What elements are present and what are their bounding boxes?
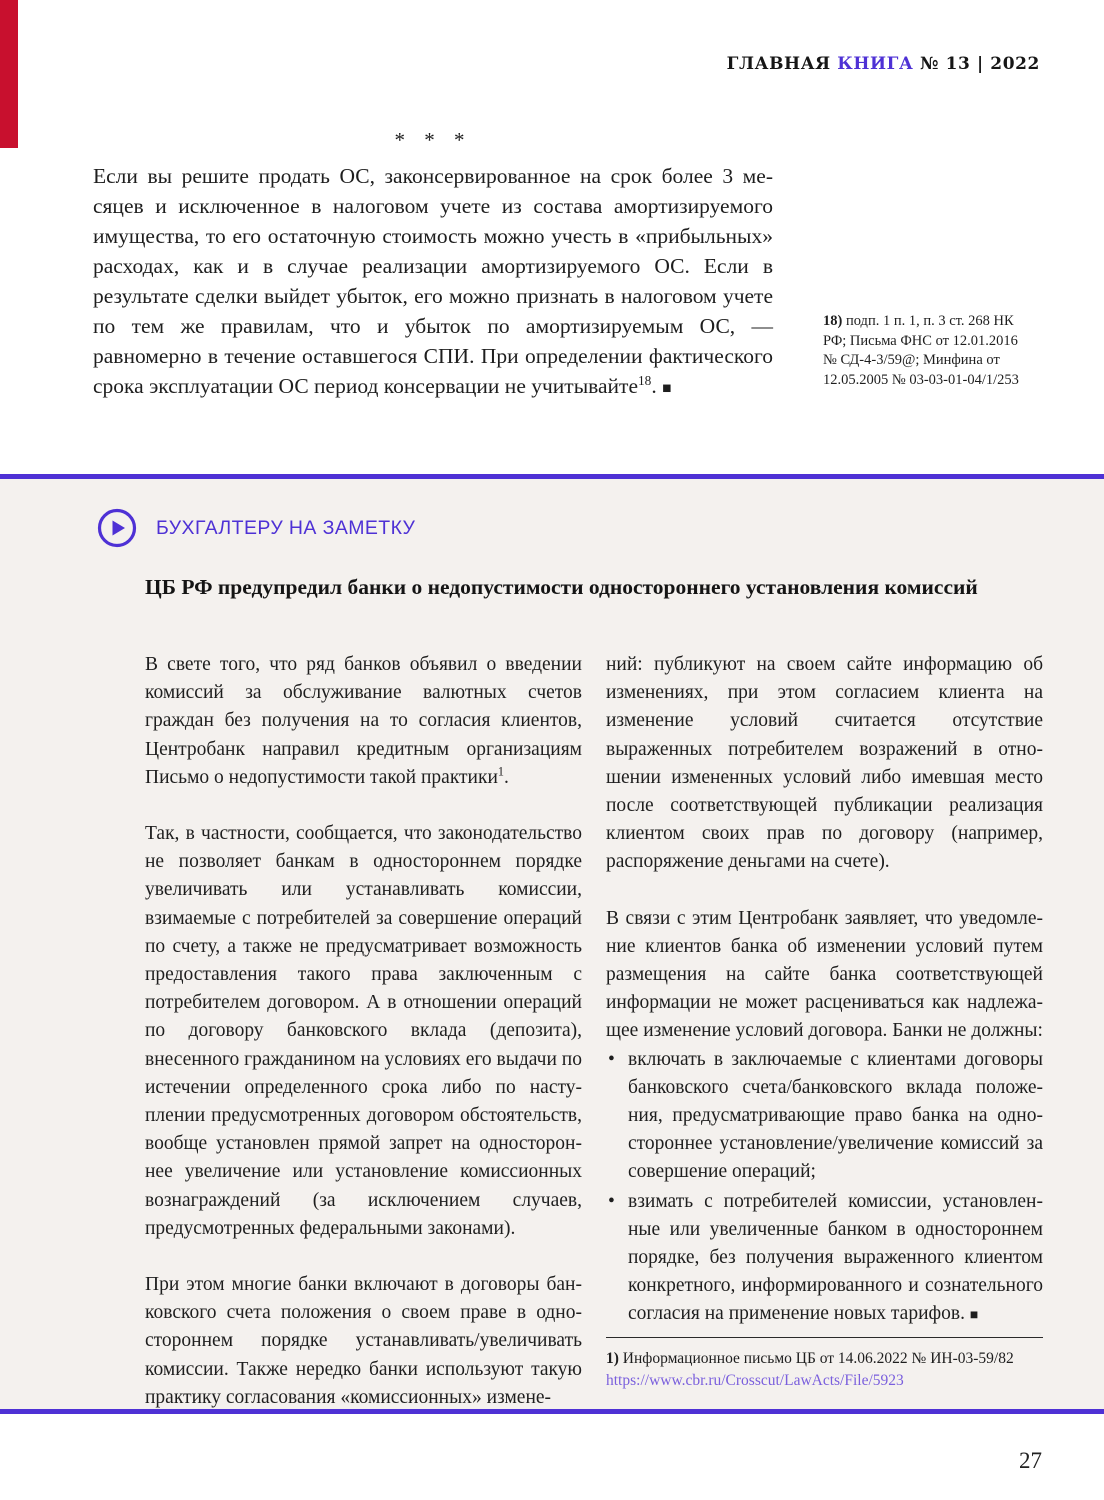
footnote-marker-18: 18: [638, 372, 652, 388]
footnote-marker-1: 1: [497, 764, 504, 779]
spine-red-bar: [0, 0, 18, 148]
section-separator-stars: * * *: [394, 128, 472, 152]
article-column-left: [145, 651, 582, 1412]
accountant-note-section: [0, 474, 1104, 1414]
sidebar-note-text: подп. 1 п. 1, п. 3 ст. 268 НК РФ; Письма ФНС от 12.01.2016 № СД-4-3/59@; Минфина от 12.05.2005 № 03-03-01-04/1/253: [823, 313, 1019, 388]
paragraph: В связи с этим Центробанк заявляет, что уведомление клиентов банка об изменении условий путем размещения на сайте банка соответствующей информации не может расцениваться как надлежащее изменение условий договора. Банки не должны:: [606, 907, 1043, 1042]
section-label: БУХГАЛТЕРУ НА ЗАМЕТКУ: [156, 516, 416, 539]
section-label-row: [96, 507, 415, 549]
masthead: [727, 54, 1040, 74]
footnote-ref: 1): [606, 1350, 619, 1367]
article-column-right: [606, 651, 1043, 1330]
paragraph: В свете того, что ряд банков объявил о введении комиссий за обслуживание валютных счетов граждан без получения на то согласия клиентов, Центробанк направил кредитным организациям Письмо о недопустимости такой практики$^1$.: [145, 654, 582, 788]
article-end-mark: ■: [662, 380, 672, 397]
issue-number: № 13 | 2022: [920, 54, 1040, 74]
brand-name-black: ГЛАВНАЯ: [726, 54, 831, 74]
paragraph: При этом многие банки включают в договоры банковского счета положения о своем праве в одностороннем порядке устанавливать/увеличивать комиссии. Также нередко банки используют такую практику согласования «комиссионных» измене-: [145, 1274, 582, 1408]
list-item: • взимать с потребителей комиссии, установленные или увеличенные банком в одностороннем порядке, без получения выраженного клиентом конкретного, информированного и сознательного согласия на применение новых тарифов. ■: [606, 1188, 1043, 1330]
top-article: [93, 128, 773, 404]
play-icon: [96, 507, 138, 549]
footnote-text: Информационное письмо ЦБ от 14.06.2022 № ИН-03-59/82: [618, 1350, 1014, 1367]
sidebar-note-ref: 18): [823, 313, 843, 329]
list-item: • включать в заключаемые с клиентами договоры банковского счета/банковского вклада положения, предусматривающие право банка на одностороннее установление/увеличение комиссий за совершение операций;: [606, 1046, 1043, 1188]
sidebar-reference-note: [823, 312, 1019, 390]
top-article-paragraph: Если вы решите продать ОС, законсервированное на срок более 3 месяцев и исключенное в налоговом учете из состава амортизируемого имущества, то его остаточную стоимость можно учесть в «прибыльных» расходах, как и в случае реализации амортизируемого ОС. Если в результате сделки выйдет убыток, его можно признать в налоговом учете по тем же правилам, что и убыток по амортизируемым ОС, — равномерно в течение оставшегося СПИ. При определении фактического срока эксплуатации ОС период консервации не учитывайте$^{18}$. ■: [93, 164, 773, 398]
page-number: 27: [1019, 1448, 1042, 1473]
article-footnote: [606, 1337, 1043, 1392]
article-title: ЦБ РФ предупредил банки о недопустимости одностороннего установления комиссий: [145, 575, 978, 599]
bullet-list: [606, 1046, 1043, 1330]
paragraph: Так, в частности, сообщается, что законодательство не позволяет банкам в одностороннем порядке увеличивать или устанавливать комиссии, взимаемые с потребителей за совершение операций по счету, а также не предусматривает возможность предоставления такого права заключенным с потребителем договором. А в отношении операций по договору банковского вклада (депозита), внесенного гражданином на условиях его выдачи по истечении определенного срока либо по наступлении предусмотренных договором обстоятельств, вообще установлен прямой запрет на одностороннее увеличение или установление комиссионных вознаграждений (за исключением случаев, предусмотренных федеральными законами).: [145, 823, 582, 1239]
footnote-link[interactable]: https://www.cbr.ru/Crosscut/LawActs/File/5923: [606, 1372, 904, 1389]
article-end-mark: ■: [969, 1307, 979, 1324]
brand-name-purple: КНИГА: [837, 54, 914, 74]
paragraph: ний: публикуют на своем сайте информацию об изменениях, при этом согласием клиента на изменение условий считается отсутствие выраженных потребителем возражений в отношении измененных условий либо имевшая место после соответствующей публикации реализация клиентом своих прав по договору (например, распоряжение деньгами на счете).: [606, 654, 1043, 873]
top-article-text: Если вы решите продать ОС, законсервированное на срок более 3 месяцев и исключенное в налоговом учете из состава амортизируемого имущества, то его остаточную стоимость можно учесть в «прибыльных» расходах, как и в случае реализации амортизируемого ОС. Если в результате сделки выйдет убыток, его можно признать в налоговом учете по тем же правилам, что и убыток по амортизируемым ОС, — равномерно в течение оставшегося СПИ. При определении фактического срока эксплуатации ОС период консервации не учитывайте: [93, 164, 773, 398]
